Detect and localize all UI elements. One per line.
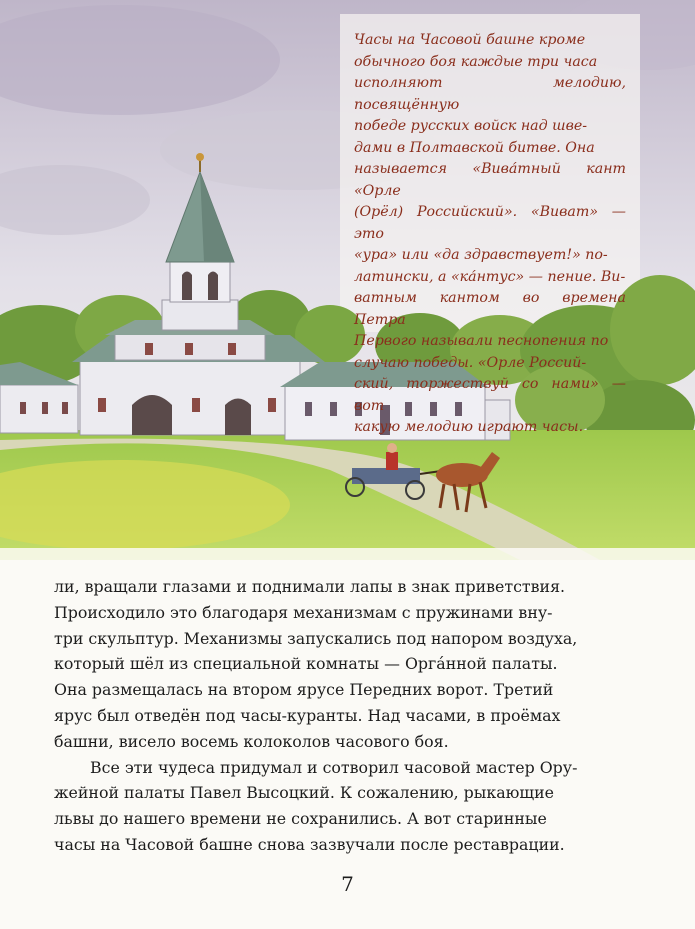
paragraph: Все эти чудеса придумал и сотворил часовой мастер Ору- жейной палаты Павел Высоцкий. К сожалению, рыкающие львы до нашего времени не сохранились. А вот старинные часы на Часовой башне снова зазвучали после реставрации. <box>54 757 578 854</box>
paragraph: ли, вращали глазами и поднимали лапы в знак приветствия. Происходило это благодаря механизмам с пружинами вну- три скульптур. Механизмы запускались под напором воздуха, который шёл из специальной комнаты — Орга́нной палаты. Она размещалась на втором ярусе Передних ворот. Третий ярус был отведён под часы-куранты. Над часами, в проёмах башни, висело восемь колоколов часового боя. <box>54 577 578 751</box>
main-text <box>54 574 648 858</box>
illustration-caption: Часы на Часовой башне кроме обычного боя каждые три часа исполняют мелодию, посвящённую победе русских войск над шве- дами в Полтавской битве. Она называется «Вива́тный кант «Орле (Орёл) Российский». «Виват» — это «ура» или «да здравствует!» по- латински, а «ка́нтус» — пение. Ви- ватным кантом во времена Петра Первого называли песнопения по случаю победы. «Орле Россий- ский, торжествуй со нами» — вот какую мелодию играют часы. <box>354 32 626 435</box>
page-number: 7 <box>341 872 354 896</box>
